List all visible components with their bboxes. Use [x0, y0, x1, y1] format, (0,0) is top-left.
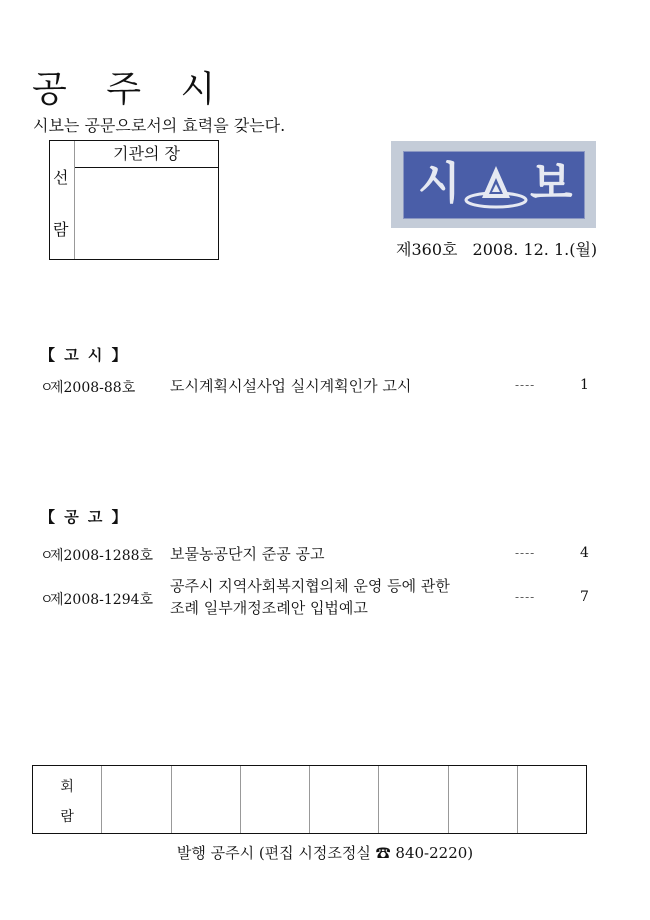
logo-left-char: 시	[418, 158, 461, 209]
review-side-label-top: 선	[53, 168, 69, 187]
circulation-sign-cell	[379, 766, 448, 833]
circulation-sign-cell	[241, 766, 310, 833]
document-title: 공 주 시	[32, 69, 230, 110]
circulation-table	[32, 765, 587, 834]
logo-panel	[403, 151, 585, 219]
toc-title: 보물농공단지 준공 공고	[170, 545, 325, 563]
circulation-label-bottom: 람	[60, 809, 74, 825]
review-head-label: 기관의 장	[75, 141, 218, 168]
publisher-footer: 발행 공주시 (편집 시정조정실 ☎ 840-2220)	[176, 844, 474, 862]
sibo-logo	[391, 141, 596, 228]
toc-bullet: ㅇ	[40, 592, 54, 608]
toc-page: 4	[580, 545, 589, 561]
issue-info	[396, 240, 597, 260]
logo-right-char: 보	[530, 158, 573, 209]
circulation-label-top: 회	[60, 779, 74, 795]
issue-date: 2008. 12. 1.(월)	[472, 240, 598, 259]
review-side-label-bottom: 람	[53, 220, 69, 239]
toc-leader: ----	[515, 546, 536, 560]
review-box	[49, 140, 219, 260]
section-heading-gosi: 【 고 시 】	[40, 346, 129, 364]
toc-title-line-1: 공주시 지역사회복지협의체 운영 등에 관한	[170, 577, 450, 595]
toc-number: 제2008-88호	[50, 380, 136, 396]
toc-number: 제2008-1288호	[50, 548, 154, 564]
toc-leader: ----	[515, 590, 536, 604]
toc-bullet: ㅇ	[40, 548, 54, 564]
section-heading-gonggo: 【 공 고 】	[40, 508, 129, 526]
document-subtitle: 시보는 공문으로서의 효력을 갖는다.	[33, 116, 286, 135]
toc-bullet: ㅇ	[40, 380, 54, 396]
circulation-sign-cell	[172, 766, 241, 833]
logo-mountain-emblem-icon	[464, 162, 528, 212]
toc-title: 도시계획시설사업 실시계획인가 고시	[170, 377, 412, 395]
toc-row[interactable]	[40, 544, 595, 566]
circulation-sign-cell	[449, 766, 518, 833]
toc-page: 1	[580, 377, 589, 393]
toc-page: 7	[580, 589, 589, 605]
circulation-sign-cell	[518, 766, 586, 833]
circulation-label-cell	[33, 766, 102, 833]
circulation-sign-cell	[102, 766, 171, 833]
toc-row[interactable]	[40, 576, 595, 620]
review-side-column	[50, 141, 75, 259]
toc-leader: ----	[515, 378, 536, 392]
issue-number: 제360호	[396, 240, 458, 259]
toc-row[interactable]	[40, 376, 595, 398]
toc-title-line-2: 조례 일부개정조례안 입법예고	[170, 599, 368, 617]
circulation-sign-cell	[310, 766, 379, 833]
toc-number: 제2008-1294호	[50, 592, 154, 608]
